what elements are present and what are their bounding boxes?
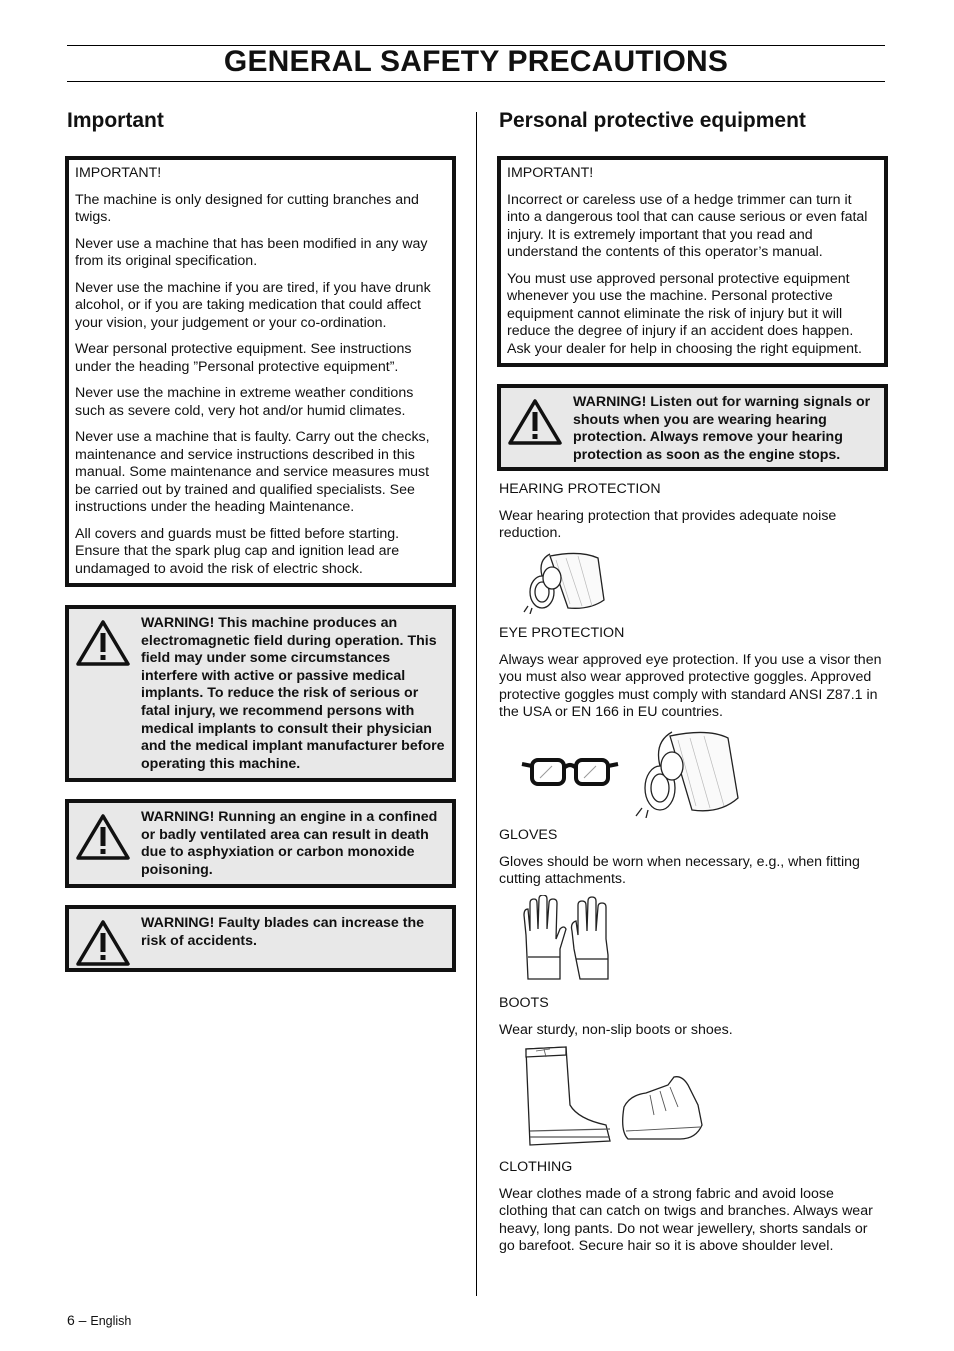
footer-language: English	[90, 1314, 132, 1328]
important-paragraph: You must use approved personal protective equipment whenever you use the machine. Personal protective equipment cannot eliminate the risk of injury but it will reduce the degree of injury if an accident does happen. Ask your dealer for help in choosing the right equipment.	[507, 270, 862, 357]
section-text: Always wear approved eye protection. If you use a visor then you must also wear approved protective goggles. Approved protective goggles must comply with standard ANSI Z87.1 in the USA or EN 166 in EU countries.	[499, 651, 882, 721]
section-clothing	[499, 1159, 885, 1256]
important-paragraph: Never use a machine that is faulty. Carry out the checks, maintenance and service instructions described in this manual. Some maintenance and service measures must be carried out by trained and qualified specialists. See instructions under the heading Maintenance.	[75, 429, 430, 515]
warning-text: WARNING! Faulty blades can increase the risk of accidents.	[141, 915, 425, 949]
important-paragraph: The machine is only designed for cutting branches and twigs.	[75, 191, 419, 225]
section-eye	[499, 625, 885, 722]
important-paragraph: Never use a machine that has been modified in any way from its original specification.	[75, 235, 428, 269]
section-label: HEARING PROTECTION	[499, 481, 661, 497]
important-label: IMPORTANT!	[75, 165, 162, 181]
important-paragraph: All covers and guards must be fitted before starting. Ensure that the spark plug cap and ignition lead are undamaged to avoid the risk of electric shock.	[75, 525, 400, 577]
page-number: 6 –	[67, 1312, 87, 1328]
section-text: Gloves should be worn when necessary, e.g., when fitting cutting attachments.	[499, 853, 860, 888]
important-box-left	[65, 156, 456, 587]
warning-triangle-icon	[75, 919, 131, 967]
ear-defender-visor-icon	[520, 548, 606, 614]
section-label: CLOTHING	[499, 1159, 573, 1175]
title-underline	[67, 81, 885, 82]
section-boots	[499, 995, 885, 1039]
warning-box-hearing	[497, 384, 888, 471]
ear-defender-visor-icon	[632, 726, 740, 818]
warning-text: WARNING! This machine produces an electromagnetic field during operation. This field may under some circumstances interfere with active or passive medical implants. To reduce the risk of serious or fatal injury, we recommend persons with medical implants to consult their physician and the medical implant manufacturer before operating this machine.	[141, 615, 445, 772]
gloves-icon	[520, 895, 612, 983]
section-label: BOOTS	[499, 995, 549, 1011]
section-label: GLOVES	[499, 827, 558, 843]
warning-box-blades	[65, 905, 456, 972]
important-paragraph: Wear personal protective equipment. See instructions under the heading ”Personal protective equipment”.	[75, 341, 412, 375]
warning-text: WARNING! Listen out for warning signals or shouts when you are wearing hearing protection. Always remove your hearing protection as soon as the engine stops.	[573, 394, 871, 463]
section-gloves	[499, 827, 885, 889]
page-footer	[67, 1312, 131, 1328]
column-divider	[476, 112, 477, 1296]
important-paragraph: Never use the machine in extreme weather conditions such as severe cold, very hot and/or humid climates.	[75, 385, 414, 419]
goggles-icon	[520, 754, 620, 790]
warning-box-emf	[65, 605, 456, 782]
warning-triangle-icon	[75, 619, 131, 667]
important-paragraph: Incorrect or careless use of a hedge trimmer can turn it into a dangerous tool that can cause serious or even fatal injury. It is extremely important that you read and understand the contents of this operator’s manual.	[507, 191, 868, 260]
important-paragraph: Never use the machine if you are tired, if you have drunk alcohol, or if you are taking medication that could affect your vision, your judgement or your co-ordination.	[75, 279, 431, 331]
warning-triangle-icon	[75, 813, 131, 861]
important-label: IMPORTANT!	[507, 165, 594, 181]
section-text: Wear hearing protection that provides adequate noise reduction.	[499, 507, 837, 542]
important-box-right	[497, 156, 888, 367]
left-heading: Important	[67, 109, 164, 132]
warning-triangle-icon	[507, 398, 563, 446]
warning-text: WARNING! Running an engine in a confined or badly ventilated area can result in death due to asphyxiation or carbon monoxide poisoning.	[141, 809, 438, 878]
section-hearing	[499, 481, 885, 543]
section-text: Wear clothes made of a strong fabric and avoid loose clothing that can catch on twigs and branches. Always wear heavy, long pants. Do not wear jewellery, shorts sandals or go barefoot. Secure hair so it is above shoulder level.	[499, 1185, 873, 1255]
boots-icon	[520, 1045, 704, 1149]
warning-box-exhaust	[65, 799, 456, 888]
right-heading: Personal protective equipment	[499, 109, 806, 132]
section-label: EYE PROTECTION	[499, 625, 625, 641]
section-text: Wear sturdy, non-slip boots or shoes.	[499, 1021, 733, 1038]
page-title: GENERAL SAFETY PRECAUTIONS	[223, 45, 729, 78]
